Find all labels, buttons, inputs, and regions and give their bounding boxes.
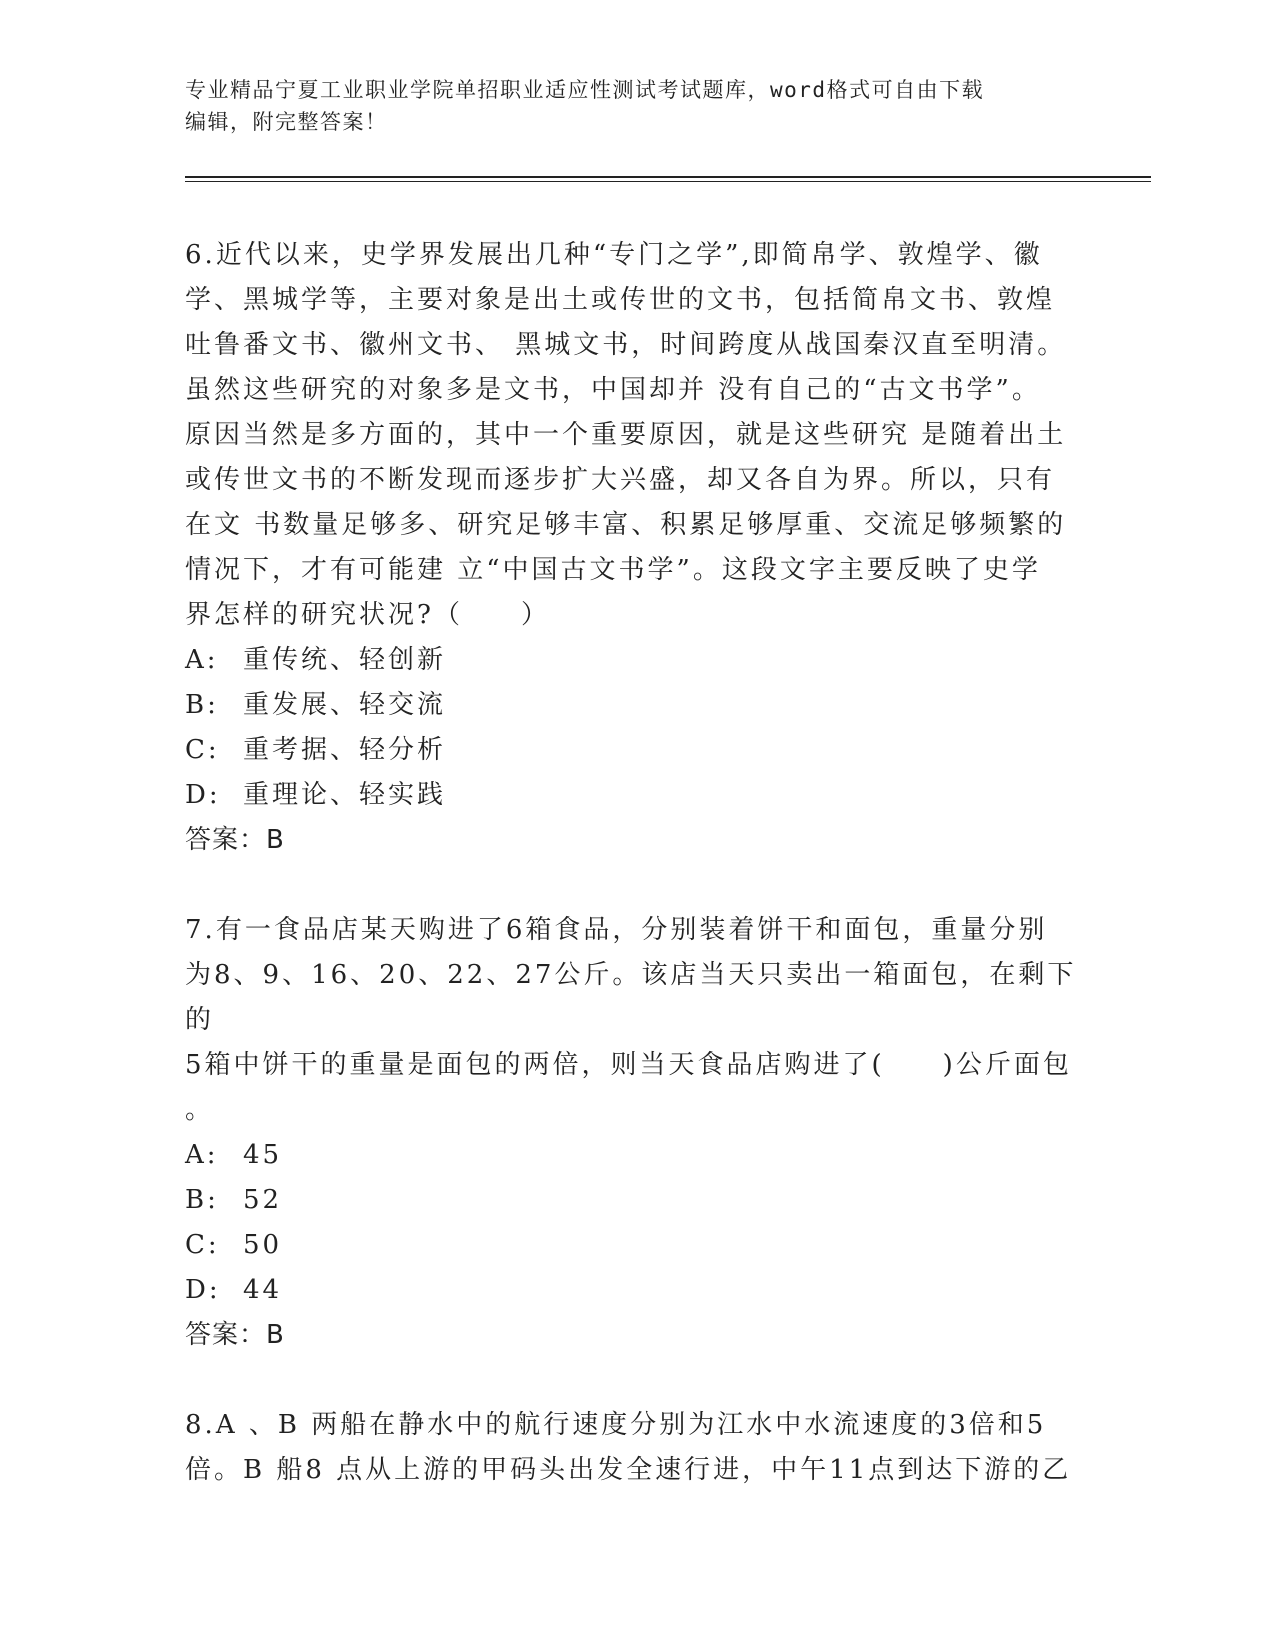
option-key: D: — [185, 780, 221, 810]
option-key: A: — [185, 1140, 219, 1170]
option-text: 50 — [243, 1230, 283, 1260]
question-number: 6. — [185, 240, 216, 270]
option-d — [185, 1268, 1085, 1313]
header-line-1: 专业精品宁夏工业职业学院单招职业适应性测试考试题库，word格式可自由下载 — [185, 78, 985, 102]
document-header — [185, 74, 1085, 138]
question-text: A 、B 两船在静水中的航行速度分别为江水中水流速度的3倍和5 — [215, 1410, 1047, 1440]
option-a — [185, 1133, 1085, 1178]
question-6-line: 原因当然是多方面的，其中一个重要原因，就是这些研究 是随着出土 — [185, 420, 1067, 450]
question-number: 7. — [185, 915, 216, 945]
question-6-line — [185, 233, 1085, 278]
header-rule-thick — [185, 176, 1151, 178]
question-text: 有一食品店某天购进了6箱食品，分别装着饼干和面包，重量分别 — [215, 915, 1048, 945]
option-b — [185, 683, 1085, 728]
question-7-line: 5箱中饼干的重量是面包的两倍，则当天食品店购进了( )公斤面包 — [185, 1050, 1072, 1080]
option-d — [185, 773, 1085, 818]
question-spacer — [185, 1358, 1085, 1403]
option-key: D: — [185, 1275, 221, 1305]
question-8-line — [185, 1403, 1085, 1448]
question-8-line: 倍。B 船8 点从上游的甲码头出发全速行进，中午11点到达下游的乙 — [185, 1455, 1072, 1485]
question-spacer — [185, 863, 1085, 908]
option-key: C: — [185, 1230, 220, 1260]
option-text: 45 — [243, 1140, 283, 1170]
question-6-line: 情况下，才有可能建 立“中国古文书学”。这段文字主要反映了史学 — [185, 555, 1041, 585]
question-6-line: 吐鲁番文书、徽州文书、 黑城文书，时间跨度从战国秦汉直至明清。 — [185, 330, 1067, 360]
question-8 — [185, 1403, 1085, 1493]
answer-label: 答案：B — [185, 825, 285, 855]
question-text: 近代以来，史学界发展出几种“专门之学”,即简帛学、敦煌学、徽 — [215, 240, 1043, 270]
question-7-line — [185, 908, 1085, 953]
question-number: 8. — [185, 1410, 216, 1440]
option-text: 重传统、轻创新 — [243, 645, 447, 675]
question-list — [185, 233, 1085, 1493]
question-7-line: 。 — [185, 1095, 215, 1125]
option-key: B: — [185, 1185, 219, 1215]
option-a — [185, 638, 1085, 683]
option-text: 重考据、轻分析 — [243, 735, 447, 765]
option-b — [185, 1178, 1085, 1223]
option-c — [185, 728, 1085, 773]
header-line-2: 编辑，附完整答案！ — [185, 110, 388, 134]
question-7 — [185, 908, 1085, 1358]
question-6-line: 在文 书数量足够多、研究足够丰富、积累足够厚重、交流足够频繁的 — [185, 510, 1067, 540]
question-7-line: 为8、9、16、20、22、27公斤。该店当天只卖出一箱面包，在剩下的 — [185, 960, 1077, 1035]
option-text: 44 — [243, 1275, 283, 1305]
option-key: C: — [185, 735, 220, 765]
option-key: B: — [185, 690, 219, 720]
option-key: A: — [185, 645, 219, 675]
option-text: 52 — [243, 1185, 283, 1215]
option-c — [185, 1223, 1085, 1268]
question-6-line: 学、黑城学等，主要对象是出土或传世的文书，包括简帛文书、敦煌 — [185, 285, 1056, 315]
question-6-line: 虽然这些研究的对象多是文书，中国却并 没有自己的“古文书学”。 — [185, 375, 1041, 405]
option-text: 重发展、轻交流 — [243, 690, 447, 720]
question-6 — [185, 233, 1085, 863]
header-rule-thin — [185, 181, 1151, 182]
option-text: 重理论、轻实践 — [243, 780, 447, 810]
question-6-line: 界怎样的研究状况?（ ） — [185, 600, 550, 630]
question-6-line: 或传世文书的不断发现而逐步扩大兴盛，却又各自为界。所以，只有 — [185, 465, 1056, 495]
answer-label: 答案：B — [185, 1320, 285, 1350]
